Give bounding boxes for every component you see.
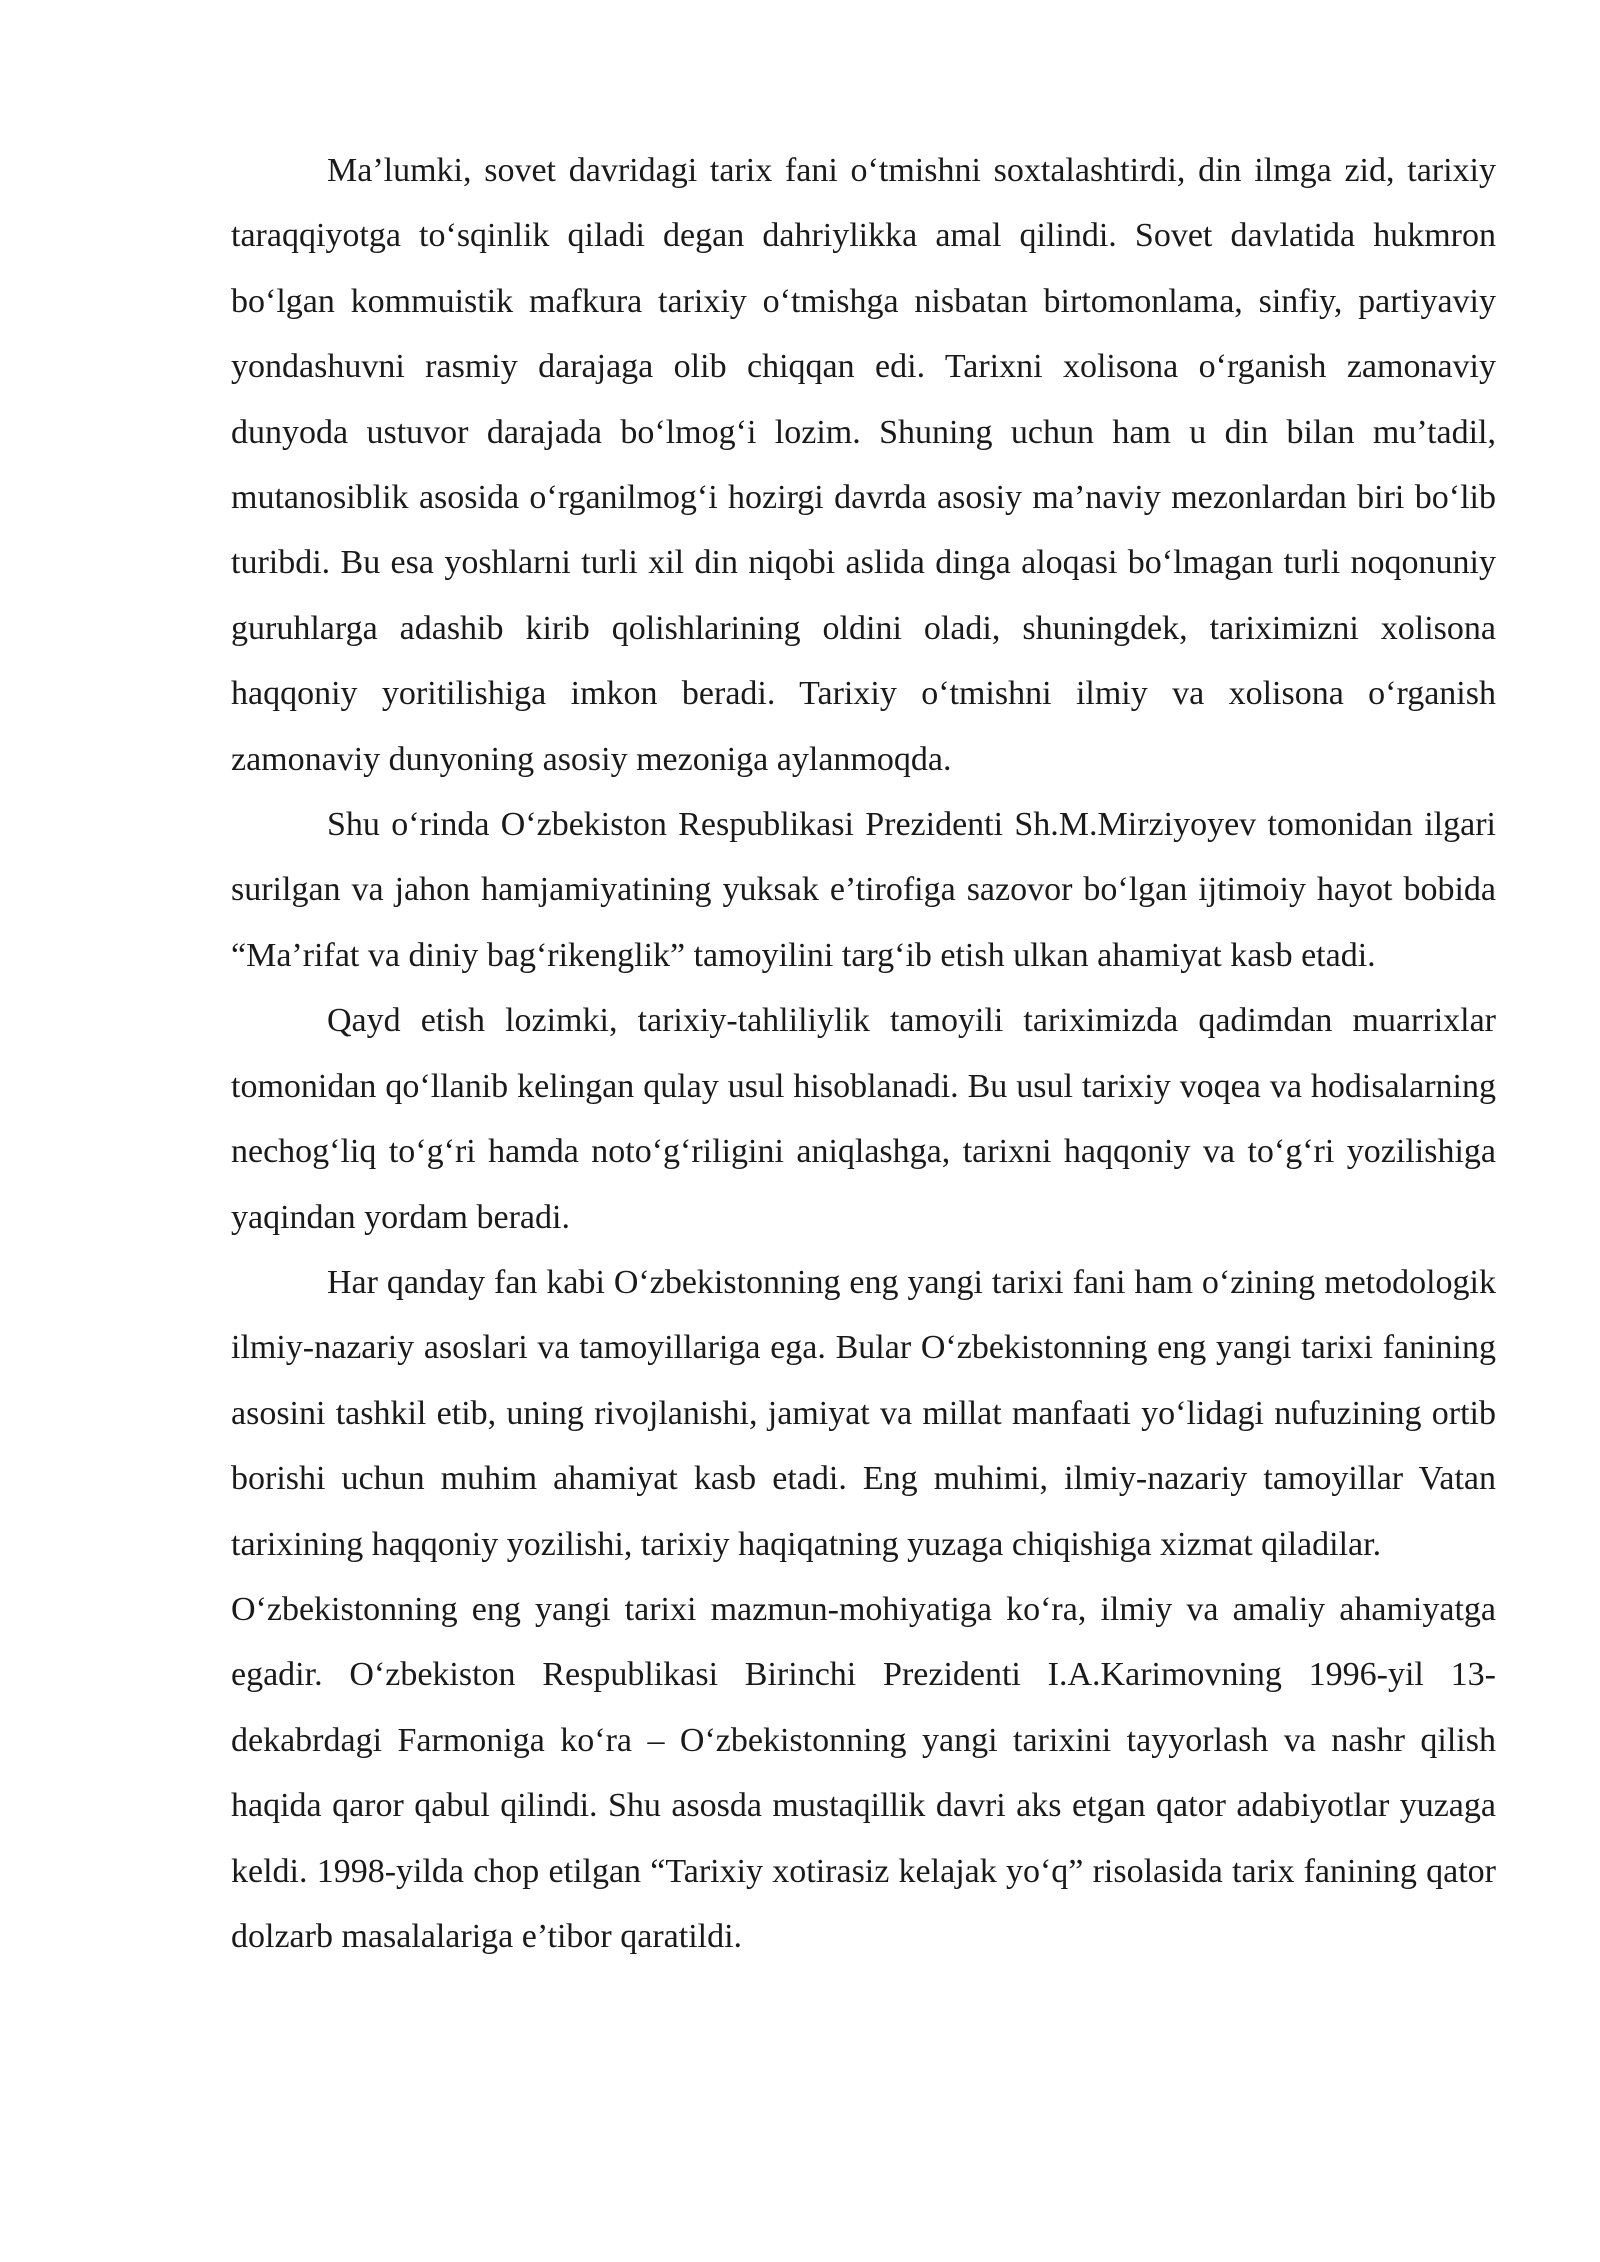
paragraph-1: Ma’lumki, sovet davridagi tarix fani o‘tmishni soxtalashtirdi, din ilmga zid, tarixiy taraqqiyotga to‘sqinlik qiladi degan dahriylikka amal qilindi. Sovet davlatida hukmron bo‘lgan kommuistik mafkura tarixiy o‘tmishga nisbatan birtomonlama, sinfiy, partiyaviy yondashuvni rasmiy darajaga olib chiqqan edi. Tarixni xolisona o‘rganish zamonaviy dunyoda ustuvor darajada bo‘lmog‘i lozim. Shuning uchun ham u din bilan mu’tadil, mutanosiblik asosida o‘rganilmog‘i hozirgi davrda asosiy ma’naviy mezonlardan biri bo‘lib turibdi. Bu esa yoshlarni turli xil din niqobi aslida dinga aloqasi bo‘lmagan turli noqonuniy guruhlarga adashib kirib qolishlarining oldini oladi, shuningdek, tariximizni xolisona haqqoniy yoritilishiga imkon beradi. Tarixiy o‘tmishni ilmiy va xolisona o‘rganish zamonaviy dunyoning asosiy mezoniga aylanmoqda.	[231, 152, 1496, 778]
paragraph-3: Qayd etish lozimki, tarixiy-tahliliylik tamoyili tariximizda qadimdan muarrixlar tomonidan qo‘llanib kelingan qulay usul hisoblanadi. Bu usul tarixiy voqea va hodisalarning nechog‘liq to‘g‘ri hamda noto‘g‘riligini aniqlashga, tarixni haqqoniy va to‘g‘ri yozilishiga yaqindan yordam beradi.	[231, 1002, 1496, 1236]
paragraph-4: Har qanday fan kabi O‘zbekistonning eng yangi tarixi fani ham o‘zining metodologik ilmiy-nazariy asoslari va tamoyillariga ega. Bular O‘zbekistonning eng yangi tarixi fanining asosini tashkil etib, uning rivojlanishi, jamiyat va millat manfaati yo‘lidagi nufuzining ortib borishi uchun muhim ahamiyat kasb etadi. Eng muhimi, ilmiy-nazariy tamoyillar Vatan tarixining haqqoniy yozilishi, tarixiy haqiqatning yuzaga chiqishiga xizmat qiladilar.	[231, 1263, 1496, 1563]
paragraph-2: Shu o‘rinda O‘zbekiston Respublikasi Prezidenti Sh.M.Mirziyoyev tomonidan ilgari surilgan va jahon hamjamiyatining yuksak e’tirofiga sazovor bo‘lgan ijtimoiy hayot bobida “Ma’rifat va diniy bag‘rikenglik” tamoyilini targ‘ib etish ulkan ahamiyat kasb etadi.	[231, 806, 1496, 974]
paragraph-5: O‘zbekistonning eng yangi tarixi mazmun-mohiyatiga ko‘ra, ilmiy va amaliy ahamiyatga egadir. O‘zbekiston Respublikasi Birinchi Prezidenti I.A.Karimovning 1996-yil 13-dekabrdagi Farmoniga ko‘ra – O‘zbekistonning yangi tarixini tayyorlash va nashr qilish haqida qaror qabul qilindi. Shu asosda mustaqillik davri aks etgan qator adabiyotlar yuzaga keldi. 1998-yilda chop etilgan “Tarixiy xotirasiz kelajak yo‘q” risolasida tarix fanining qator dolzarb masalalariga e’tibor qaratildi.	[231, 1590, 1496, 1955]
document-page	[231, 138, 1496, 1969]
